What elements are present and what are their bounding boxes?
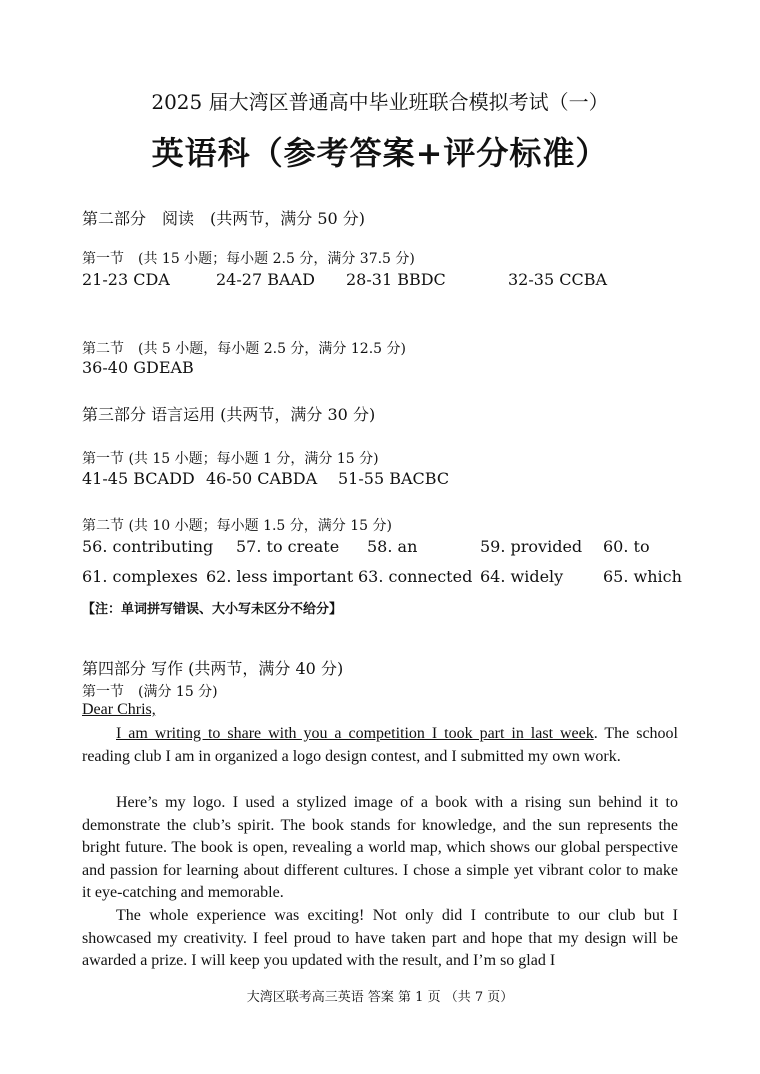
answer-item: 64. widely <box>480 567 564 586</box>
answer-item: 61. complexes <box>82 567 198 586</box>
exam-subtitle: 英语科（参考答案+评分标准） <box>151 134 609 172</box>
letter-salutation: Dear Chris, <box>82 701 156 718</box>
grading-note: 【注：单词拼写错误、大小写未区分不给分】 <box>82 602 343 617</box>
answer-item: 58. an <box>367 537 418 556</box>
letter-paragraph-1 <box>82 723 678 768</box>
part3-section2-heading: 第二节 (共 10 小题；每小题 1.5 分，满分 15 分) <box>82 518 392 534</box>
answer-item: 60. to <box>603 537 650 556</box>
part2-section2-heading: 第二节 (共 5 小题，每小题 2.5 分，满分 12.5 分) <box>82 341 406 357</box>
answer-item: 63. connected <box>358 567 473 586</box>
exam-title: 2025 届大湾区普通高中毕业班联合模拟考试（一） <box>151 90 609 114</box>
part3-section1-heading: 第一节 (共 15 小题；每小题 1 分，满分 15 分) <box>82 451 379 467</box>
letter-paragraph-1-rest: . The school reading club I am in organized a logo design contest, and I submitted my own work. <box>82 725 679 765</box>
part2-section1-heading: 第一节 (共 15 小题；每小题 2.5 分，满分 37.5 分) <box>82 251 415 267</box>
part4-heading: 第四部分 写作 (共两节，满分 40 分) <box>82 659 344 678</box>
answer-group: 51-55 BACBC <box>338 469 450 488</box>
part3-heading: 第三部分 语言运用 (共两节，满分 30 分) <box>82 405 376 424</box>
answer-group: 32-35 CCBA <box>508 270 608 289</box>
answer-group: 28-31 BBDC <box>346 270 446 289</box>
letter-paragraph-3: The whole experience was exciting! Not only did I contribute to our club but I showcased my creativity. I feel proud to have taken part and hope that my design will be awarded a prize. I will keep you updated with the result, and I’m so glad I <box>82 907 678 970</box>
answer-group: 24-27 BAAD <box>216 270 315 289</box>
letter-paragraph-2: Here’s my logo. I used a stylized image of a book with a rising sun behind it to demonstrate the club’s spirit. The book stands for knowledge, and the sun represents the bright future. The book is open, revealing a world map, which shows our global perspective and passion for learning about different cultures. I chose a simple yet vibrant color to make it eye-catching and memorable. <box>82 794 678 902</box>
answer-group: 46-50 CABDA <box>206 469 318 488</box>
part2-heading: 第二部分 阅读 (共两节，满分 50 分) <box>82 209 366 228</box>
answer-item: 56. contributing <box>82 537 214 556</box>
answer-group: 21-23 CDA <box>82 270 170 289</box>
letter-opening-sentence: I am writing to share with you a competition I took part in last week <box>116 725 594 742</box>
answer-item: 62. less important <box>206 567 354 586</box>
answer-item: 59. provided <box>480 537 583 556</box>
answer-group: 36-40 GDEAB <box>82 358 194 377</box>
answer-group: 41-45 BCADD <box>82 469 195 488</box>
answer-item: 57. to create <box>236 537 340 556</box>
answer-item: 65. which <box>603 567 682 586</box>
page-footer: 大湾区联考高三英语 答案 第 1 页 （共 7 页） <box>246 990 514 1005</box>
part4-section1-heading: 第一节 (满分 15 分) <box>82 684 218 700</box>
